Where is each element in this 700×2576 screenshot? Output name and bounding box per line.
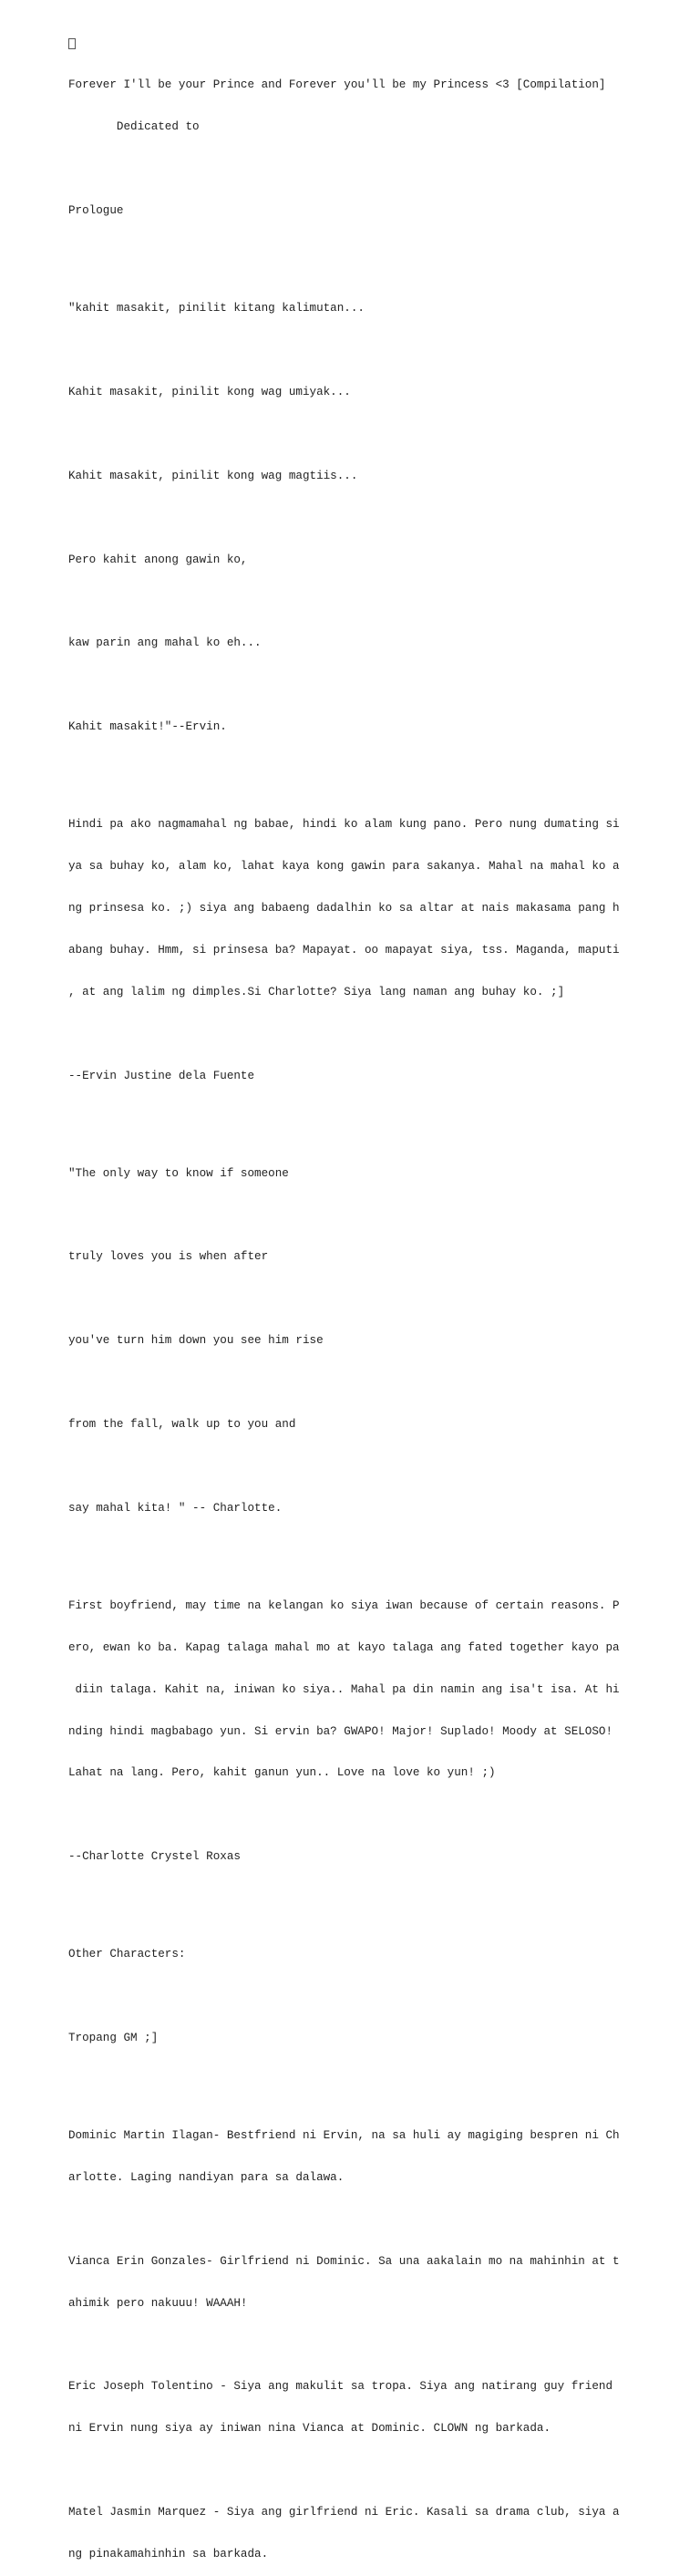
prologue-heading: Prologue xyxy=(68,204,124,218)
spacer xyxy=(68,162,688,176)
quote-line: Pero kahit anong gawin ko, xyxy=(68,553,248,566)
dedication-line: Dedicated to xyxy=(68,120,200,134)
spacer xyxy=(68,2339,688,2353)
spacer xyxy=(68,1209,688,1223)
spacer xyxy=(68,1028,688,1041)
quote-line: kaw parin ang mahal ko eh... xyxy=(68,636,262,650)
spacer xyxy=(68,762,688,776)
spacer xyxy=(68,1292,688,1306)
spacer xyxy=(68,1544,688,1557)
quote-line: say mahal kita! " -- Charlotte. xyxy=(68,1501,283,1515)
quote-line: truly loves you is when after xyxy=(68,1250,269,1264)
character-line: Vianca Erin Gonzales- Girlfriend ni Dominic. Sa una aakalain mo na mahinhin at t xyxy=(68,2254,620,2268)
paragraph-line: diin talaga. Kahit na, iniwan ko siya.. Mahal pa din namin ang isa't isa. At hi xyxy=(68,1682,620,1696)
paragraph-line: nding hindi magbabago yun. Si ervin ba? GWAPO! Major! Suplado! Moody at SELOSO! xyxy=(68,1724,613,1738)
spacer xyxy=(68,246,688,260)
spacer xyxy=(68,1990,688,2003)
character-line: Dominic Martin Ilagan- Bestfriend ni Ervin, na sa huli ay magiging bespren ni Ch xyxy=(68,2129,620,2143)
character-line: arlotte. Laging nandiyan para sa dalawa. xyxy=(68,2171,345,2185)
header-line xyxy=(68,37,688,51)
spacer xyxy=(68,2074,688,2087)
paragraph-line: ero, ewan ko ba. Kapag talaga mahal mo at kayo talaga ang fated together kayo pa xyxy=(68,1640,620,1654)
quote-line: "kahit masakit, pinilit kitang kalimutan... xyxy=(68,302,365,316)
missing-glyph-icon xyxy=(68,38,76,49)
paragraph-line: , at ang lalim ng dimples.Si Charlotte? Siya lang naman ang buhay ko. ;] xyxy=(68,985,565,998)
paragraph-line: ya sa buhay ko, alam ko, lahat kaya kong gawin para sakanya. Mahal na mahal ko a xyxy=(68,860,620,874)
character-line: ni Ervin nung siya ay iniwan nina Vianca at Dominic. CLOWN ng barkada. xyxy=(68,2422,551,2436)
spacer xyxy=(68,1808,688,1822)
character-line: Matel Jasmin Marquez - Siya ang girlfriend ni Eric. Kasali sa drama club, siya a xyxy=(68,2506,620,2519)
spacer xyxy=(68,678,688,692)
signature-ervin: --Ervin Justine dela Fuente xyxy=(68,1069,255,1082)
paragraph-line: ng prinsesa ko. ;) siya ang babaeng dadalhin ko sa altar at nais makasama pang h xyxy=(68,902,620,915)
quote-line: from the fall, walk up to you and xyxy=(68,1417,296,1431)
signature-charlotte: --Charlotte Crystel Roxas xyxy=(68,1850,241,1864)
document-title: Forever I'll be your Prince and Forever you'll be my Princess <3 [Compilation] xyxy=(68,78,606,92)
spacer xyxy=(68,1892,688,1906)
spacer xyxy=(68,512,688,525)
paragraph-line: First boyfriend, may time na kelangan ko siya iwan because of certain reasons. P xyxy=(68,1598,620,1612)
paragraph-line: abang buhay. Hmm, si prinsesa ba? Mapayat. oo mapayat siya, tss. Maganda, maputi xyxy=(68,943,620,957)
spacer xyxy=(68,1376,688,1390)
spacer xyxy=(68,428,688,441)
other-characters-heading: Other Characters: xyxy=(68,1948,186,1961)
spacer xyxy=(68,1111,688,1124)
paragraph-line: Hindi pa ako nagmamahal ng babae, hindi ko alam kung pano. Pero nung dumating si xyxy=(68,818,620,832)
spacer xyxy=(68,1460,688,1474)
spacer xyxy=(68,2213,688,2227)
spacer xyxy=(68,595,688,608)
spacer xyxy=(68,2464,688,2478)
quote-line: "The only way to know if someone xyxy=(68,1166,289,1180)
group-name: Tropang GM ;] xyxy=(68,2032,159,2045)
paragraph-line: Lahat na lang. Pero, kahit ganun yun.. Love na love ko yun! ;) xyxy=(68,1766,496,1780)
quote-line: Kahit masakit!"--Ervin. xyxy=(68,720,227,734)
character-line: ahimik pero nakuuu! WAAAH! xyxy=(68,2296,248,2310)
quote-line: Kahit masakit, pinilit kong wag magtiis... xyxy=(68,469,358,482)
quote-line: you've turn him down you see him rise xyxy=(68,1334,324,1348)
character-line: Eric Joseph Tolentino - Siya ang makulit sa tropa. Siya ang natirang guy friend xyxy=(68,2380,613,2394)
spacer xyxy=(68,344,688,357)
character-line: ng pinakamahinhin sa barkada. xyxy=(68,2548,269,2561)
document-body xyxy=(68,9,688,2576)
quote-line: Kahit masakit, pinilit kong wag umiyak... xyxy=(68,386,351,399)
